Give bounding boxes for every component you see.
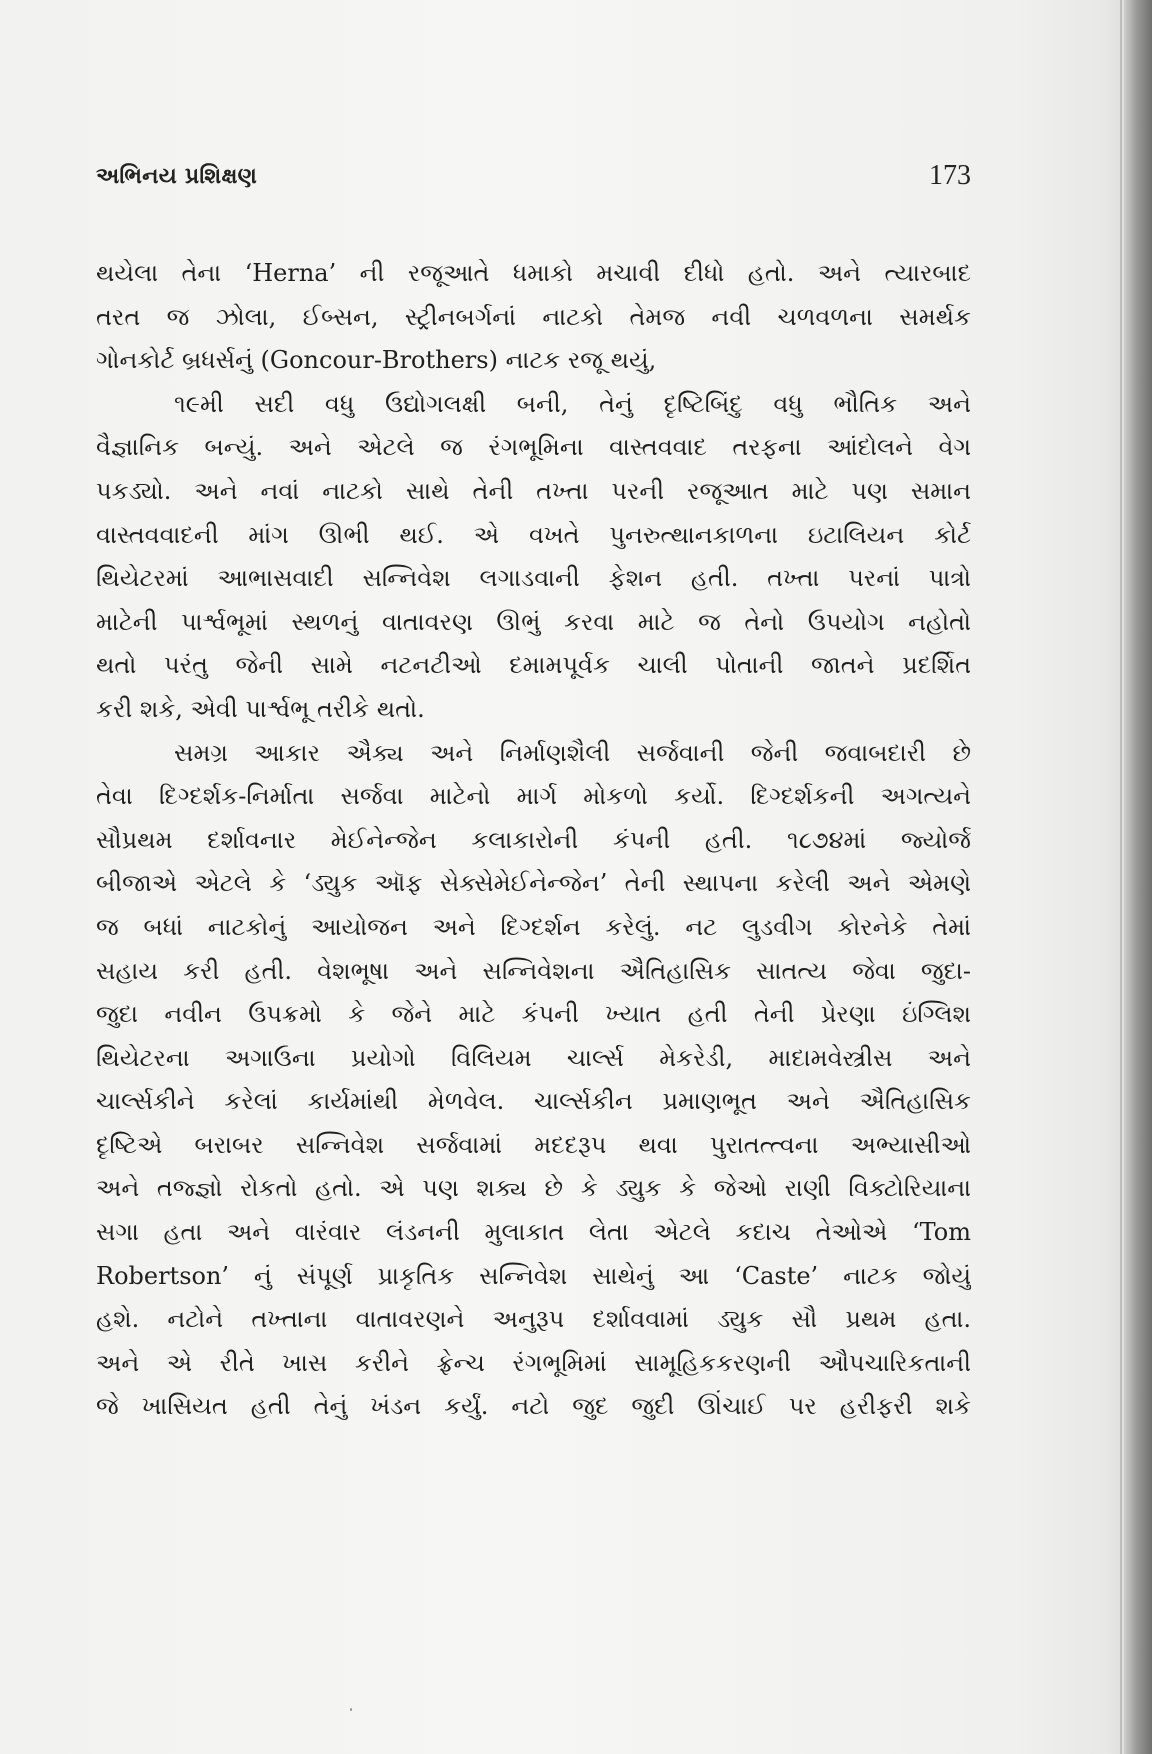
text-line: જે ખાસિયત હતી તેનું ખંડન કર્યું. નટો જુદ જુદી ઊંચાઈ પર હરીફરી શકે [96, 1392, 971, 1421]
text-line: બીજાએ એટલે કે ‘ડ્યુક ઑફ સેક્સેમેઈનેન્જેન’ તેની સ્થાપના કરેલી અને એમણે [96, 869, 971, 898]
text-line: સૌપ્રથમ દર્શાવનાર મેઈનેન્જેન કલાકારોની કંપની હતી. ૧૮૭૪માં જ્યોર્જ [96, 825, 971, 854]
text-line: વૈજ્ઞાનિક બન્યું. અને એટલે જ રંગભૂમિના વાસ્તવવાદ તરફના આંદોલને વેગ [96, 433, 971, 462]
text-line: થિયેટરમાં આભાસવાદી સન્નિવેશ લગાડવાની ફેશન હતી. તખ્તા પરનાં પાત્રો [96, 564, 971, 593]
body-text [96, 252, 971, 1622]
page-fold-line [1120, 0, 1122, 1754]
text-line: Robertson’ નું સંપૂર્ણ પ્રાકૃતિક સન્નિવેશ સાથેનું આ ‘Caste’ નાટક જોયું [96, 1261, 971, 1290]
page-header [96, 160, 971, 204]
text-line: ગોનકોર્ટ બ્રધર્સનું (Goncour-Brothers) નાટક રજૂ થયું, [96, 346, 657, 375]
text-line: માટેની પાર્શ્વભૂમાં સ્થળનું વાતાવરણ ઊભું કરવા માટે જ તેનો ઉપયોગ નહોતો [96, 607, 971, 636]
text-line: દૃષ્ટિએ બરાબર સન્નિવેશ સર્જવામાં મદદરૂપ થવા પુરાતત્ત્વના અભ્યાસીઓ [96, 1130, 971, 1159]
text-line: તરત જ ઝોલા, ઈબ્સન, સ્ટ્રીનબર્ગનાં નાટકો તેમજ નવી ચળવળના સમર્થક [96, 302, 971, 331]
text-line: કરી શકે, એવી પાર્શ્વભૂ તરીકે થતો. [96, 694, 425, 723]
text-line: વાસ્તવવાદની માંગ ઊભી થઈ. એ વખતે પુનરુત્થાનકાળના ઇટાલિયન કોર્ટ [96, 520, 971, 549]
text-line: સહાય કરી હતી. વેશભૂષા અને સન્નિવેશના ઐતિહાસિક સાતત્ય જેવા જુદા- [96, 956, 971, 985]
running-title: અભિનય પ્રશિક્ષણ [96, 164, 258, 189]
text-line: થતો પરંતુ જેની સામે નટનટીઓ દમામપૂર્વક ચાલી પોતાની જાતને પ્રદર્શિત [96, 651, 971, 680]
text-line: ૧૯મી સદી વધુ ઉદ્યોગલક્ષી બની, તેનું દૃષ્ટિબિંદુ વધુ ભૌતિક અને [174, 389, 971, 418]
page-edge-shadow [1124, 0, 1152, 1754]
text-line: હશે. નટોને તખ્તાના વાતાવરણને અનુરૂપ દર્શાવવામાં ડ્યુક સૌ પ્રથમ હતા. [96, 1305, 971, 1334]
paper-speck [350, 1708, 352, 1711]
text-line: અને એ રીતે ખાસ કરીને ફ્રેન્ચ રંગભૂમિમાં સામૂહિકકરણની ઔપચારિકતાની [96, 1348, 971, 1377]
text-line: જુદા નવીન ઉપક્રમો કે જેને માટે કંપની ખ્યાત હતી તેની પ્રેરણા ઇંગ્લિશ [96, 1000, 971, 1029]
text-line: થયેલા તેના ‘Herna’ ની રજૂઆતે ધમાકો મચાવી દીધો હતો. અને ત્યારબાદ [96, 259, 971, 287]
text-line: પકડ્યો. અને નવાં નાટકો સાથે તેની તખ્તા પરની રજૂઆત માટે પણ સમાન [96, 476, 971, 505]
text-line: અને તજ્જ્ઞો રોકતો હતો. એ પણ શક્ય છે કે ડ્યુક કે જેઓ રાણી વિક્ટોરિયાના [96, 1174, 971, 1203]
text-line: થિયેટરના અગાઉના પ્રયોગો વિલિયમ ચાર્લ્સ મેકરેડી, માદામવેસ્ત્રીસ અને [96, 1043, 971, 1072]
text-line: તેવા દિગ્દર્શક-નિર્માતા સર્જવા માટેનો માર્ગ મોકળો કર્યો. દિગ્દર્શકની અગત્યને [96, 782, 971, 811]
text-line: સગા હતા અને વારંવાર લંડનની મુલાકાત લેતા એટલે કદાચ તેઓએ ‘Tom [96, 1218, 971, 1247]
page-number: 173 [929, 160, 971, 191]
text-line: સમગ્ર આકાર ઐક્ય અને નિર્માણશૈલી સર્જવાની જેની જવાબદારી છે [174, 738, 971, 767]
text-line: ચાર્લ્સકીને કરેલાં કાર્યમાંથી મેળવેલ. ચાર્લ્સકીન પ્રમાણભૂત અને ઐતિહાસિક [96, 1087, 971, 1116]
text-line: જ બધાં નાટકોનું આયોજન અને દિગ્દર્શન કરેલું. નટ લુડવીગ કોરનેકે તેમાં [96, 912, 971, 941]
